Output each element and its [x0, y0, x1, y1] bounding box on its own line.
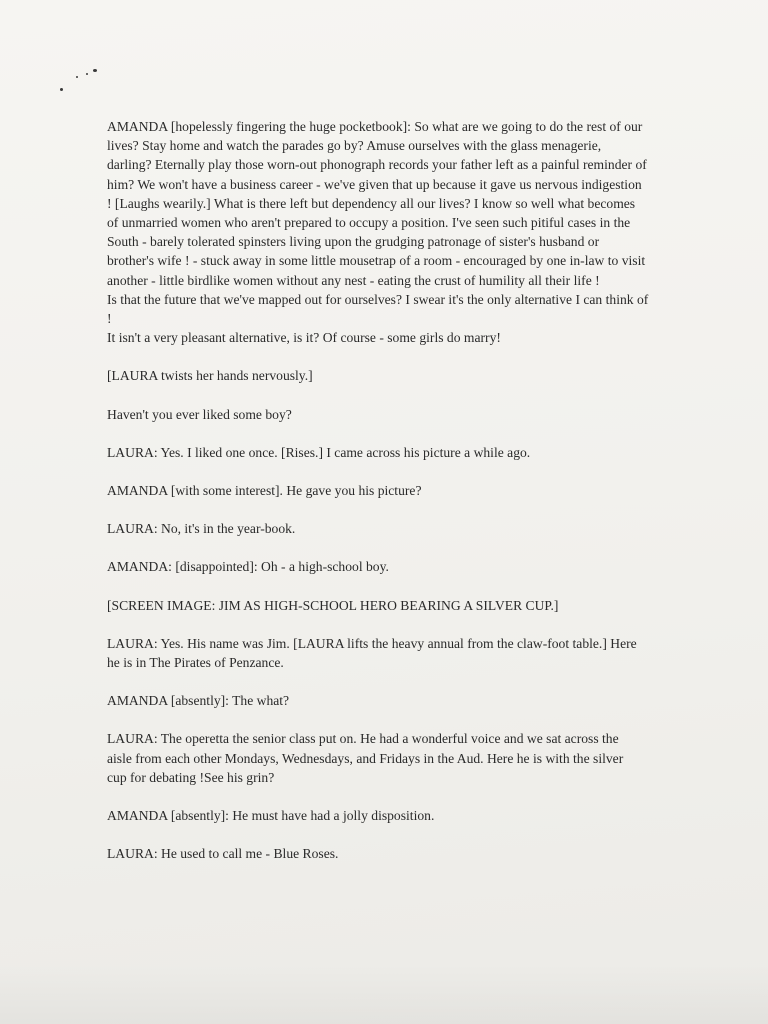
dialogue-line: he is in The Pirates of Penzance. [107, 655, 284, 671]
dialogue-line: AMANDA [absently]: He must have had a jolly disposition. [107, 808, 435, 824]
ink-speck [60, 88, 63, 91]
dialogue-line: aisle from each other Mondays, Wednesdays, and Fridays in the Aud. Here he is with the silver [107, 750, 624, 766]
stage-direction: [LAURA twists her hands nervously.] [107, 368, 313, 384]
ink-speck [86, 73, 88, 75]
speech-line: ! [Laughs wearily.] What is there left but dependency all our lives? I know so well what becomes [107, 195, 636, 211]
dialogue-line: cup for debating !See his grin? [107, 769, 275, 785]
speech-line: AMANDA [hopelessly fingering the huge pocketbook]: So what are we going to do the rest of our [107, 119, 643, 134]
speech-line: It isn't a very pleasant alternative, is it? Of course - some girls do marry! [107, 330, 501, 346]
dialogue-line: LAURA: The operetta the senior class put on. He had a wonderful voice and we sat across the [107, 731, 619, 747]
dialogue-block [107, 634, 663, 672]
scan-shadow [0, 964, 768, 1024]
speech-line: him? We won't have a business career - we've given that up because it gave us nervous indigestion [107, 176, 642, 192]
dialogue-line: LAURA: He used to call me - Blue Roses. [107, 846, 339, 862]
speech-line: South - barely tolerated spinsters living upon the grudging patronage of sister's husband or [107, 234, 600, 250]
speech-line: darling? Eternally play those worn-out phonograph records your father left as a painful reminder of [107, 157, 647, 173]
ink-speck [76, 76, 78, 78]
dialogue-line: LAURA: No, it's in the year-book. [107, 521, 296, 537]
speech-line: another - little birdlike women without any nest - eating the crust of humility all their life ! [107, 272, 600, 288]
dialogue-line: Haven't you ever liked some boy? [107, 406, 292, 422]
dialogue-line: AMANDA [with some interest]. He gave you his picture? [107, 483, 422, 499]
dialogue-line: AMANDA: [disappointed]: Oh - a high-school boy. [107, 559, 389, 575]
speech-line: Is that the future that we've mapped out for ourselves? I swear it's the only alternative I can think of [107, 291, 649, 307]
screen-image-direction: [SCREEN IMAGE: JIM AS HIGH-SCHOOL HERO BEARING A SILVER CUP.] [107, 597, 559, 613]
dialogue-line: LAURA: Yes. I liked one once. [Rises.] I came across his picture a while ago. [107, 444, 531, 460]
ink-speck [93, 69, 97, 72]
dialogue-block [107, 729, 663, 787]
speech-line: of unmarried women who aren't prepared to occupy a position. I've seen such pitiful cases in the [107, 215, 631, 231]
speech-line: ! [107, 311, 112, 327]
dialogue-line: LAURA: Yes. His name was Jim. [LAURA lifts the heavy annual from the claw-foot table.] Here [107, 635, 637, 651]
dialogue-line: AMANDA [absently]: The what? [107, 693, 290, 709]
amanda-speech [107, 117, 663, 347]
speech-line: brother's wife ! - stuck away in some little mousetrap of a room - encouraged by one in-law to visit [107, 253, 646, 269]
speech-line: lives? Stay home and watch the parades go by? Amuse ourselves with the glass menagerie, [107, 138, 602, 154]
script-text [107, 117, 663, 863]
